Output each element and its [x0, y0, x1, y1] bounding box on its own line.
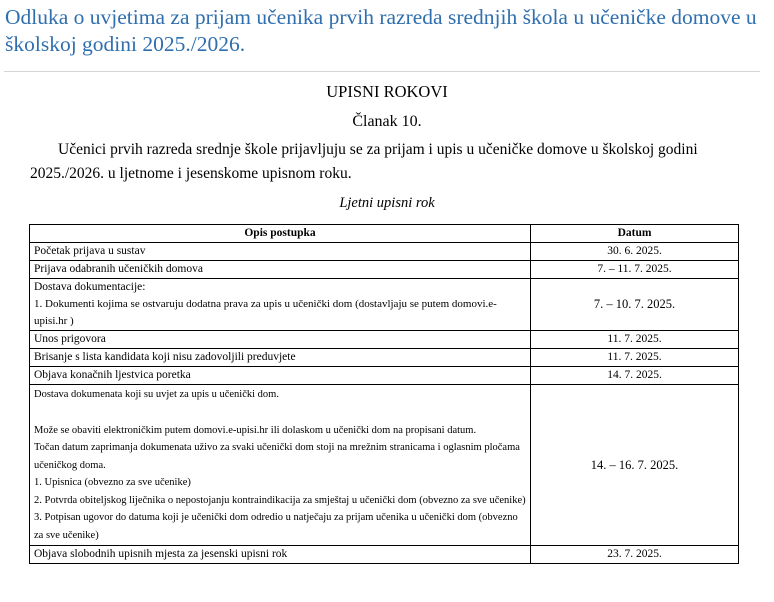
row-date: 14. 7. 2025. — [531, 367, 739, 385]
row-description — [30, 385, 531, 546]
row-line: 1. Dokumenti kojima se ostvaruju dodatna prava za upis u učenički dom (dostavljaju se putem domovi.e-upisi.hr ) — [34, 298, 497, 327]
row-description: Prijava odabranih učeničkih domova — [30, 261, 531, 279]
row-line: Dostava dokumentacije: — [34, 281, 146, 293]
row-date: 11. 7. 2025. — [531, 349, 739, 367]
row-description: Objava konačnih ljestvica poretka — [30, 367, 531, 385]
row-line: 3. Potpisan ugovor do datuma koji je učenički dom odredio u natječaju za prijam učenika u učenički dom (obvezno za sve učenike) — [34, 512, 518, 541]
column-header-date: Datum — [531, 225, 739, 243]
table-row — [30, 331, 739, 349]
row-date: 11. 7. 2025. — [531, 331, 739, 349]
page-title: Odluka o uvjetima za prijam učenika prvih razreda srednjih škola u učeničke domove u školskoj godini 2025./2026. — [5, 5, 757, 56]
table-row — [30, 243, 739, 261]
table-row — [30, 279, 739, 331]
row-date: 7. – 11. 7. 2025. — [531, 261, 739, 279]
row-line: Može se obaviti elektroničkim putem domovi.e-upisi.hr ili dolaskom u učenički dom na propisani datum. — [34, 424, 477, 436]
row-line: Točan datum zaprimanja dokumenata uživo za svaki učenički dom stoji na mrežnim stranicama i oglasnim pločama učeničkog doma. — [34, 442, 520, 471]
row-line: Dostava dokumenata koji su uvjet za upis u učenički dom. — [34, 389, 279, 400]
row-date: 7. – 10. 7. 2025. — [531, 279, 739, 331]
table-header-row — [30, 225, 739, 243]
intro-paragraph: Učenici prvih razreda srednje škole prijavljuju se za prijam i upis u učeničke domove u školskoj godini 2025./2026. u ljetnome i jesenskome upisnom roku. — [30, 141, 698, 182]
table-row — [30, 349, 739, 367]
table-row — [30, 385, 739, 546]
row-description — [30, 279, 531, 331]
row-description: Objava slobodnih upisnih mjesta za jesenski upisni rok — [30, 546, 531, 564]
title-divider — [4, 71, 760, 72]
column-header-description: Opis postupka — [30, 225, 531, 243]
row-date: 30. 6. 2025. — [531, 243, 739, 261]
row-line: 1. Upisnica (obvezno za sve učenike) — [34, 477, 191, 488]
row-spacer — [34, 404, 526, 422]
row-date: 23. 7. 2025. — [531, 546, 739, 564]
article-heading: Članak 10. — [352, 113, 422, 130]
section-heading: UPISNI ROKOVI — [326, 82, 448, 101]
row-description: Unos prigovora — [30, 331, 531, 349]
table-row — [30, 367, 739, 385]
table-row — [30, 546, 739, 564]
table-row — [30, 261, 739, 279]
row-description: Početak prijava u sustav — [30, 243, 531, 261]
table-caption: Ljetni upisni rok — [339, 195, 435, 211]
row-line: 2. Potvrda obiteljskog liječnika o nepostojanju kontraindikacija za smještaj u učenički dom (obvezno za sve učenike) — [34, 494, 526, 506]
row-date: 14. – 16. 7. 2025. — [531, 385, 739, 546]
row-description: Brisanje s lista kandidata koji nisu zadovoljili preduvjete — [30, 349, 531, 367]
schedule-table — [29, 224, 739, 564]
